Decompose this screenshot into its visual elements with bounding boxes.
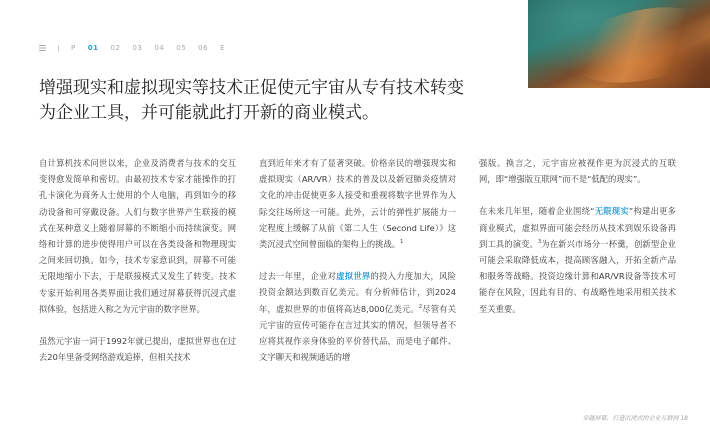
footnote-ref-3[interactable]: 3 bbox=[537, 239, 542, 246]
col3-p2-text-before: 在未来几年里，随着企业围绕“ bbox=[479, 206, 595, 217]
infinite-reality-link[interactable]: 无限现实 bbox=[594, 206, 629, 217]
col3-paragraph-1: 强版。换言之，元宇宙应被视作更为沉浸式的互联网，即“增强版互联网”而不是“低配的现实”。 bbox=[479, 158, 676, 185]
nav-item-05[interactable]: 05 bbox=[176, 44, 187, 52]
nav-item-p[interactable]: P bbox=[71, 44, 76, 52]
nav-item-06[interactable]: 06 bbox=[198, 44, 209, 52]
nav-item-e[interactable]: E bbox=[220, 44, 226, 52]
nav-divider bbox=[58, 45, 59, 52]
nav-item-03[interactable]: 03 bbox=[132, 44, 143, 52]
col2-p2-text-after: 的投入力度加大，风险投资金额达到数百亿美元。有分析师估计，到2024年，虚拟世界的市值将高达8,000亿美元。 bbox=[259, 271, 456, 314]
hero-image bbox=[528, 0, 710, 88]
title-line-2: 为企业工具，并可能就此打开新的商业模式。 bbox=[39, 103, 379, 123]
footnote-ref-1[interactable]: 1 bbox=[400, 239, 404, 246]
nav-item-01[interactable]: 01 bbox=[87, 44, 99, 52]
col1-paragraph-1: 自计算机技术问世以来，企业及消费者与技术的交互变得愈发简单和密切。由最初技术专家才能操作的打孔卡演化为商务人士使用的个人电脑，再到如今的移动设备和可穿戴设备。人们与数字世界产生联接的模式在某种意义上随着屏幕的不断缩小而持续演变。网络和计算的进步使得用户可以在各类设备和物理现实之间来回切换。如今，技术专家意识到，屏幕不可能无限地缩小下去，于是联接模式又发生了转变。技术专家开始利用各类界面让我们通过屏幕获得沉浸式虚拟体验，包括进入称之为元宇宙的数字世界。 bbox=[39, 158, 236, 314]
column-2 bbox=[259, 155, 456, 381]
column-1 bbox=[39, 155, 236, 381]
nav-item-02[interactable]: 02 bbox=[110, 44, 121, 52]
hero-texture bbox=[562, 0, 710, 95]
page-title bbox=[39, 76, 479, 126]
col2-p2-text-rest: 尽管有关元宇宙的宣传可能存在言过其实的情况，但领导者不应将其视作亲身体验的平价替代品，而是电子邮件、文字聊天和视频通话的增 bbox=[259, 303, 456, 363]
col1-paragraph-2: 虽然元宇宙一词于1992年就已提出，虚拟世界也在过去20年里备受网络游戏追捧，但相关技术 bbox=[39, 336, 236, 363]
menu-icon[interactable] bbox=[39, 45, 46, 51]
col2-p1-text: 直到近年来才有了显著突破。价格亲民的增强现实和虚拟现实（AR/VR）技术的普及以及新冠肺炎疫情对文化的冲击促使更多人接受和重视将数字世界作为人际交往场所这一可能。此外，云计的弹性扩展能力一定程度上缓解了从前《第二人生（Second Life）》这类沉浸式空间曾面临的架构上的挑战。 bbox=[259, 158, 456, 250]
col2-paragraph-2 bbox=[259, 268, 456, 365]
virtual-worlds-link[interactable]: 虚拟世界 bbox=[336, 271, 371, 282]
page-footer: 穿越屏幕，打造沉浸式的企业互联网 18 bbox=[582, 415, 688, 422]
nav-item-04[interactable]: 04 bbox=[154, 44, 165, 52]
col2-paragraph-1 bbox=[259, 155, 456, 252]
col3-paragraph-2 bbox=[479, 203, 676, 316]
col3-p2-text-after: 为在新兴市场分一杯羹，创新型企业可能会采取降低成本，提高顾客融入，开拓全新产品和服务等战略。投资边缘计算和AR/VR设备等技术可能存在风险，因此有目的、有战略性地采用相关技术至关重要。 bbox=[479, 238, 676, 314]
col2-p2-text-before: 过去一年里，企业对 bbox=[259, 271, 337, 282]
title-line-1: 增强现实和虚拟现实等技术正促使元宇宙从专有技术转变 bbox=[39, 78, 464, 98]
footnote-ref-2[interactable]: 2 bbox=[418, 303, 423, 310]
col3-p2-text-middle: ”构建出更多商业模式，虚拟界面可能会经历从技术到娱乐设备再到工具的演变。 bbox=[479, 206, 676, 249]
section-nav bbox=[39, 42, 225, 54]
column-3 bbox=[479, 155, 676, 333]
